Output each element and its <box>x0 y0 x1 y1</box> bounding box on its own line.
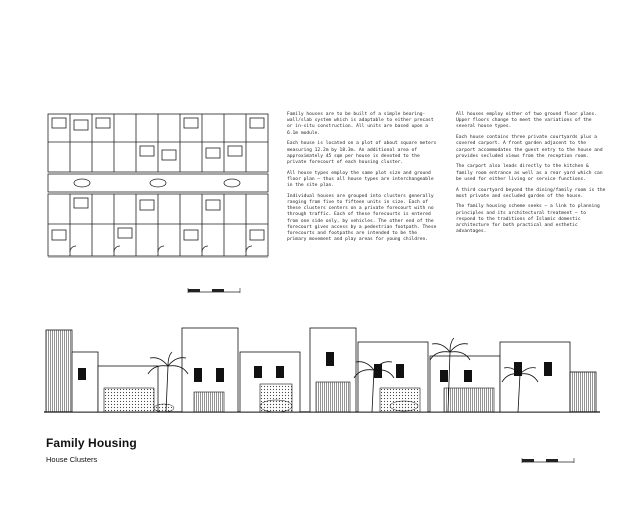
plan-scale-bar <box>186 286 242 294</box>
paragraph: The family housing scheme seeks — a link to planning principles and its architectural treatment — to respond to the traditions of Islamic domestic architecture for both practical and esthetic advantages. <box>456 204 600 235</box>
paragraph: All house types employ the same plot size and ground floor plan — thus all house types are interchangeable in the site plan. <box>287 170 434 189</box>
elevation-scale-bar <box>520 456 576 464</box>
paragraph: Each house contains three private courtyards plus a covered carport. A front garden adjacent to the carport accommodates the guest entry to the house and provides secluded views from the reception room. <box>456 135 603 159</box>
street-elevation-drawing <box>44 322 600 414</box>
site-plan-drawing <box>46 112 270 280</box>
text-column-left <box>287 112 439 248</box>
paragraph: Individual houses are grouped into clusters generally ranging from five to fifteen units in size. Each of these clusters centers on a private forecourt with no through traffic. Each of these forecourts is entered from one side only, by vehicles. The other end of the forecourt gives access by a pedestrian footpath. These forecourts and footpaths are intended to be the primary movement and play areas for young children. <box>287 193 437 243</box>
page-subtitle: House Clusters <box>46 455 98 464</box>
paragraph: All houses employ either of two ground floor plans. Upper floors change to meet the variations of the several house types. <box>456 112 598 130</box>
paragraph: Family houses are to be built of a simple bearing-wall/slab system which is adaptable to either precast or in-situ construction. All units are based upon a 6.1m module. <box>287 112 434 136</box>
paragraph: Each house is located on a plot of about square meters measuring 12.2m by 18.3m. An additional area of approximately 45 sqm per house is devoted to the private forecourt of each housing cluster. <box>287 141 437 165</box>
paragraph: A third courtyard beyond the dining/family room is the most private and secluded garden of the house. <box>456 187 606 199</box>
page-title: Family Housing <box>46 436 137 450</box>
text-column-right <box>456 112 608 240</box>
paragraph: The carport also leads directly to the kitchen & family room entrance as well as a rear yard which can be used for either living or service functions. <box>456 164 603 182</box>
